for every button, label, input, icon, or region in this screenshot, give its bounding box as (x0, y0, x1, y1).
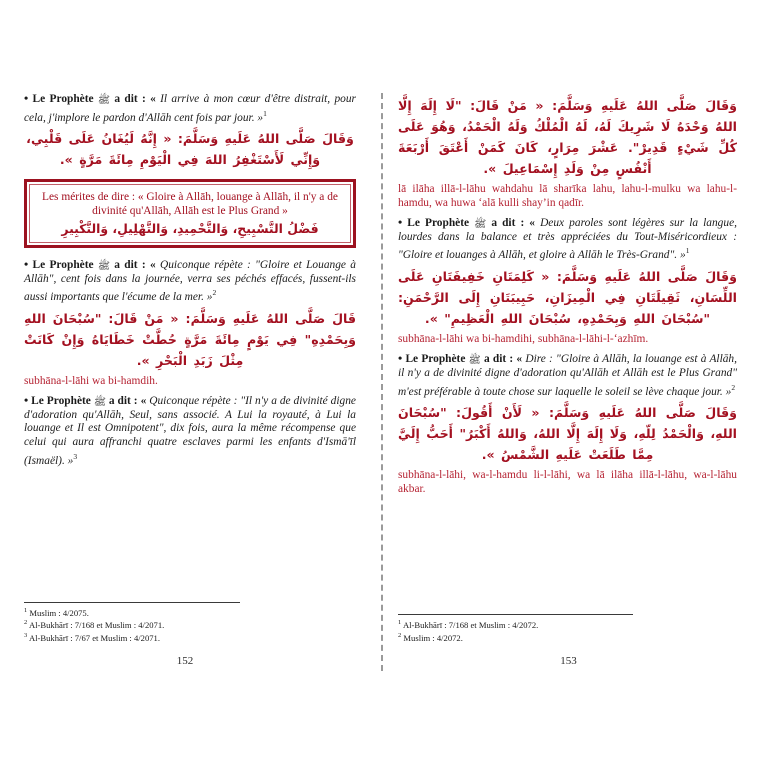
footnote-text: Al-Bukhārī : 7/168 et Muslim : 4/2071. (28, 620, 165, 631)
footnote-item (24, 631, 240, 643)
salawat-glyph-icon: ﷺ (97, 95, 111, 106)
footnote-item (24, 606, 240, 618)
footnote-text: Muslim : 4/2072. (403, 632, 463, 643)
footnotes-block (24, 602, 240, 643)
hadith-quote-text: Quiconque répète : "Il n'y a de divinité digne d'adoration qu'Allāh, Seul, sans associé. A Lui la royauté, à Lui la louange et Il est Omnipotent", dix fois, aura la même récompense que celui qui aura affranchi quatre esclaves parmi les enfants d'Ismā'īl (Ismaël). » (24, 395, 356, 467)
footnotes-block (398, 614, 633, 643)
prophet-label: Le Prophète (31, 395, 91, 408)
merits-french-title: Les mérites de dire : « Gloire à Allāh, louange à Allāh, il n'y a de divinité qu'Allāh, Allāh est le Plus Grand » (42, 190, 338, 217)
footnote-number: 2 (24, 619, 28, 627)
footnote-item (24, 618, 240, 630)
prophet-label: Le Prophète (407, 217, 470, 230)
hadith-quote-text: Deux paroles sont légères sur la langue, lourdes dans la balance et très appréciées du Tout-Miséricordieux : "Gloire et louanges à Allāh, et gloire à Allāh le Très-Grand". » (398, 217, 737, 262)
hadith-paragraph (24, 394, 356, 468)
said-label: a dit : « (483, 353, 523, 366)
footnote-ref: 1 (263, 108, 267, 118)
arabic-hadith-text: قَالَ صَلَّى اللهُ عَلَيهِ وَسَلَّمَ: « مَنْ قَالَ: "سُبْحَانَ اللهِ وَبِحَمْدِهِ" فِي يَوْمٍ مِائَةَ مَرَّةٍ حُطَّتْ خَطَايَاهُ وَإِنْ كَانَتْ مِثْلَ زَبَدِ الْبَحْرِ ». (24, 310, 356, 368)
arabic-hadith-text: وَقَالَ صَلَّى اللهُ عَلَيهِ وَسَلَّمَ: « مَنْ قَالَ: "لَا إِلَهَ إِلَّا اللهُ وَحْدَهُ لَا شَرِيكَ لَهُ، لَهُ الْمُلْكُ وَلَهُ الْحَمْدُ، وَهُوَ عَلَى كُلِّ شَيْءٍ قَدِيرْ". عَشْرَ مِرَارٍ، كَانَ كَمَنْ أَعْتَقَ أَرْبَعَةَ أَنْفُسٍ مِنْ وَلَدِ إِسْمَاعِيلَ ». (398, 98, 737, 176)
footnote-item (398, 618, 633, 630)
footnote-ref: 2 (212, 288, 217, 298)
transliteration-text: subhāna-l-lāhi, wa-l-hamdu li-l-lāhi, wa lā ilāha illā-l-lāhu, wa-l-lāhu akbar. (398, 468, 737, 495)
salawat-glyph-icon: ﷺ (97, 260, 110, 272)
page-number-left: 152 (176, 655, 194, 667)
book-spread (0, 92, 767, 677)
footnote-ref: 1 (685, 246, 690, 256)
bullet-marker: • (398, 351, 403, 366)
bullet-marker: • (24, 393, 29, 408)
footnote-number: 2 (398, 631, 402, 639)
prophet-label: Le Prophète (405, 353, 466, 366)
hadith-paragraph (398, 216, 737, 263)
bullet-marker: • (24, 91, 29, 105)
footnote-item (398, 631, 633, 643)
said-label: a dit : « (114, 258, 156, 271)
salawat-glyph-icon: ﷺ (93, 397, 106, 409)
transliteration-text: subhāna-l-lāhi wa bi-hamdihi, subhāna-l-lāhi-l-‘azhīm. (398, 332, 649, 345)
right-page (370, 92, 767, 677)
bullet-marker: • (398, 215, 403, 230)
hadith-quote-text: Il arrive à mon cœur d'être distrait, pour cela, j'implore le pardon d'Allāh cent fois par jour. » (24, 93, 356, 124)
said-label: a dit : « (114, 93, 156, 105)
arabic-hadith-text: وَقَالَ صَلَّى اللهُ عَلَيهِ وَسَلَّمَ: « كَلِمَتَانِ خَفِيفَتَانِ عَلَى اللِّسَانِ، ثَقِيلَتَانِ فِي الْمِيزَانِ، حَبِيبَتَانِ إِلَى الرَّحْمَنِ: "سُبْحَانَ اللهِ وَبِحَمْدِهِ، سُبْحَانَ اللهِ الْعَظِيمِ" ». (398, 268, 737, 326)
hadith-quote-text: Dire : "Gloire à Allāh, la louange est à Allāh, il n'y a de divinité digne d'adoration qu'Allāh et Allāh est le Plus Grand" m'est préférable à toute chose sur laquelle le soleil se lève chaque jour. » (398, 353, 737, 398)
said-label: a dit : « (108, 395, 147, 408)
prophet-label: Le Prophète (32, 93, 94, 105)
merits-arabic-title: فَضْلُ التَّسْبِيحِ، وَالتَّحْمِيدِ، وَالتَّهْلِيلِ، وَالتَّكْبِيرِ (61, 220, 319, 236)
footnote-text: Al-Bukhārī : 7/67 et Muslim : 4/2071. (28, 632, 160, 643)
footnote-ref: 3 (73, 451, 78, 461)
merits-highlight-box (24, 179, 356, 248)
bullet-marker: • (24, 256, 29, 271)
footnote-text: Al-Bukhārī : 7/168 et Muslim : 4/2072. (402, 620, 539, 631)
hadith-paragraph (24, 92, 356, 125)
merits-box-inner-border (29, 184, 351, 243)
hadith-quote-text: Quiconque répète : "Gloire et Louange à Allāh", cent fois dans la journée, verra ses péchés effacés, fussent-ils aussi importants que l'écume de la mer. » (24, 258, 356, 303)
salawat-glyph-icon: ﷺ (468, 355, 481, 367)
prophet-label: Le Prophète (32, 258, 94, 271)
footnote-text: Muslim : 4/2075. (29, 607, 89, 618)
footnote-number: 3 (24, 631, 28, 639)
transliteration-text: subhāna-l-lāhi wa bi-hamdih. (24, 374, 158, 387)
page-number-right: 153 (560, 655, 577, 667)
transliteration-text: lā ilāha illā-l-lāhu wahdahu lā sharīka lahu, lahu-l-mulku wa lahu-l-hamdu, wa huwa ‘alā kulli shay’in qadīr. (398, 183, 737, 209)
footnote-separator-rule (398, 614, 633, 615)
hadith-paragraph (24, 258, 356, 305)
footnote-ref: 2 (731, 382, 736, 392)
footnote-number: 1 (24, 606, 28, 614)
footnote-separator-rule (24, 602, 240, 603)
hadith-paragraph (398, 352, 737, 399)
arabic-hadith-text: وَقَالَ صَلَّى اللهُ عَلَيهِ وَسَلَّمَ: « إِنَّهُ لَيُغَانُ عَلَى قَلْبِي، وَإِنِّي لَأَسْتَغْفِرُ اللهَ فِي الْيَوْمِ مِائَةَ مَرَّةٍ ». (26, 130, 354, 167)
salawat-glyph-icon: ﷺ (474, 219, 487, 231)
left-page (0, 92, 370, 677)
arabic-hadith-text: وَقَالَ صَلَّى اللهُ عَلَيهِ وَسَلَّمَ: « لَأَنْ أَقُولَ: "سُبْحَانَ اللهِ، وَالْحَمْدُ لِلّهِ، وَلَا إِلَهَ إِلَّا اللهُ، وَاللهُ أَكْبَرُ" أَحَبُّ إِلَيَّ مِمَّا طَلَعَتْ عَلَيهِ الشَّمْسُ ». (398, 404, 737, 462)
said-label: a dit : « (491, 217, 535, 230)
footnote-number: 1 (398, 619, 402, 627)
